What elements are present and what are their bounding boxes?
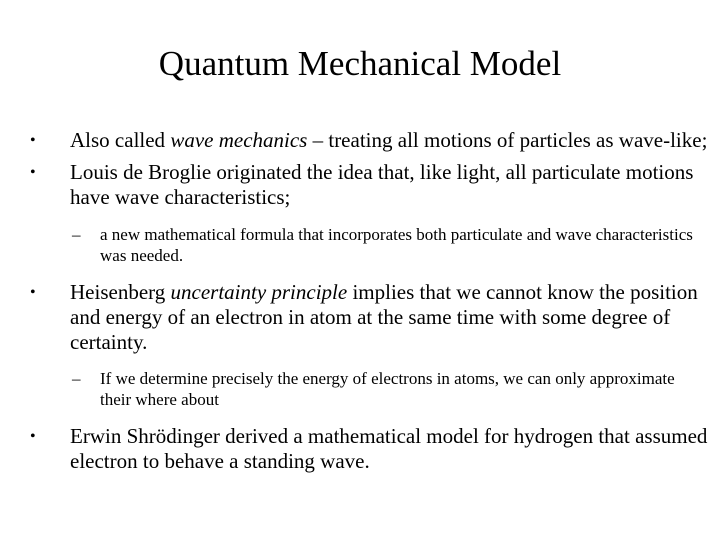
bullet-marker: • [30,164,36,181]
bullet-emphasis: uncertainty principle [170,280,348,304]
bullet-marker: • [30,132,36,149]
bullet-text-post: implies that we cannot know the position and energy of an electron in atom at the same time with some degree of certainty. [70,280,698,354]
bullet-marker: • [30,428,36,445]
bullet-wave-mechanics [30,128,710,153]
slide-title: Quantum Mechanical Model [158,44,562,83]
subbullet-marker: – [72,225,81,244]
subbullet-marker: – [72,369,81,388]
bullet-text-pre: Also called [70,128,171,152]
bullet-text: Erwin Shrödinger derived a mathematical model for hydrogen that assumed electron to behave a standing wave. [70,424,708,473]
bullet-schrodinger [30,424,710,474]
bullet-de-broglie [30,160,710,210]
bullet-heisenberg [30,280,710,355]
bullet-text-pre: Heisenberg [70,280,171,304]
subbullet-text: If we determine precisely the energy of electrons in atoms, we can only approximate their where about [100,369,675,409]
bullet-text: Louis de Broglie originated the idea that, like light, all particulate motions have wave characteristics; [70,160,694,209]
subbullet-new-formula [30,224,710,266]
bullet-text-post: – treating all motions of particles as wave-like; [307,128,708,152]
slide-body [30,128,710,474]
subbullet-text: a new mathematical formula that incorporates both particulate and wave characteristics was needed. [100,225,693,265]
subbullet-energy-determination [30,368,710,410]
bullet-emphasis: wave mechanics [170,128,308,152]
bullet-marker: • [30,284,36,301]
